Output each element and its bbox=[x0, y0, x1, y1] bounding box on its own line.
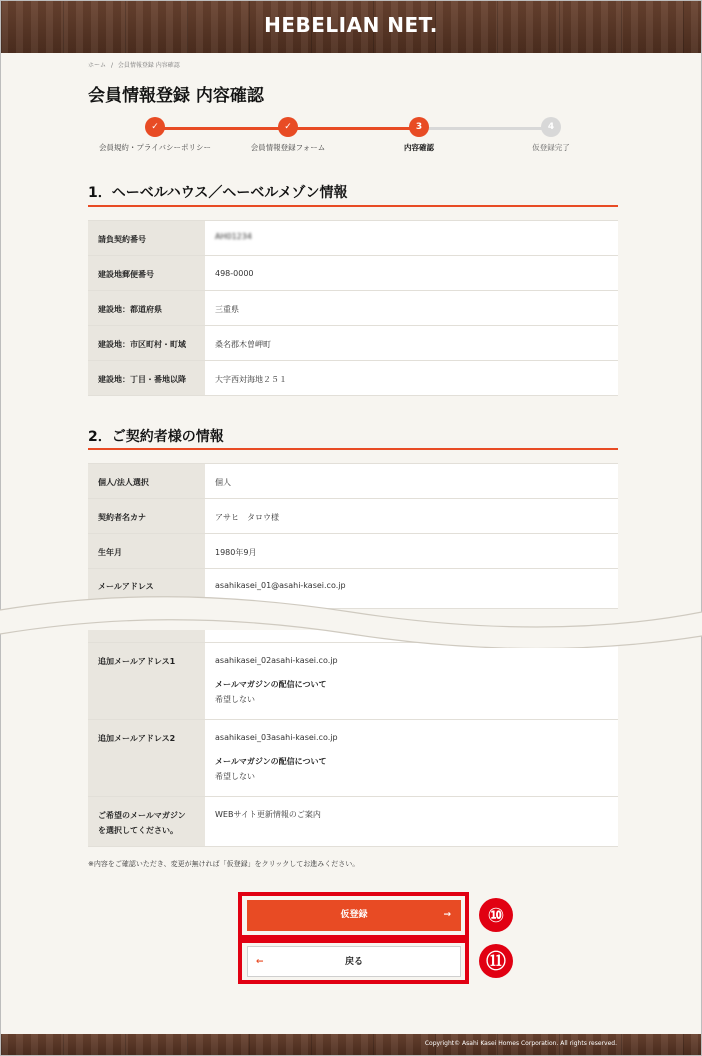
row-label: メールアドレス bbox=[88, 569, 205, 609]
page-break-wave bbox=[0, 596, 702, 648]
house-info-table bbox=[88, 220, 618, 396]
site-footer bbox=[1, 1034, 701, 1055]
submit-label: 仮登録 bbox=[340, 910, 368, 920]
row-value: アサヒ タロウ様 bbox=[205, 499, 618, 534]
newsletter-value: 希望しない bbox=[215, 694, 255, 704]
additional-email-2: asahikasei_03asahi-kasei.co.jp bbox=[215, 732, 338, 742]
section-title-house-info: 1．ヘーベルハウス／ヘーベルメゾン情報 bbox=[88, 185, 348, 201]
site-logo[interactable]: HEBELIAN NET. bbox=[264, 13, 438, 37]
page-title: 会員情報登録 内容確認 bbox=[88, 86, 264, 106]
annotation-number-10: ⑩ bbox=[479, 898, 513, 932]
newsletter-label: メールマガジンの配信について bbox=[215, 679, 327, 689]
magazine-label-line1: ご希望のメールマガジン bbox=[98, 810, 186, 820]
breadcrumb-home-link[interactable]: ホーム bbox=[88, 62, 107, 69]
row-value: 三重県 bbox=[205, 291, 618, 326]
row-label bbox=[88, 796, 205, 846]
row-label: 建設地：市区町村・町域 bbox=[88, 326, 205, 361]
step-4 bbox=[481, 117, 621, 153]
arrow-left-icon: ← bbox=[256, 957, 264, 967]
step-label: 内容確認 bbox=[404, 143, 434, 152]
row-value: WEBサイト更新情報のご案内 bbox=[205, 796, 618, 846]
step-3 bbox=[349, 117, 489, 153]
row-value: 大字西対海地２５１ bbox=[205, 361, 618, 396]
row-label: 契約者名カナ bbox=[88, 499, 205, 534]
section-divider bbox=[88, 205, 618, 207]
contractor-info-table-top bbox=[88, 463, 618, 609]
contractor-info-table-bottom bbox=[88, 630, 618, 847]
copyright-text: Copyright© Asahi Kasei Homes Corporation. All rights reserved. bbox=[424, 1040, 617, 1047]
arrow-right-icon: → bbox=[443, 910, 451, 920]
breadcrumb-current: 会員情報登録 内容確認 bbox=[117, 62, 180, 69]
row-value: 1980年9月 bbox=[205, 534, 618, 569]
breadcrumb bbox=[88, 60, 183, 69]
row-value-contract-number: AH01234 bbox=[205, 221, 618, 256]
step-1 bbox=[85, 117, 225, 153]
table-row bbox=[88, 291, 618, 326]
site-header bbox=[1, 1, 701, 53]
additional-email-1: asahikasei_02asahi-kasei.co.jp bbox=[215, 655, 338, 665]
row-value: asahikasei_01@asahi-kasei.co.jp bbox=[205, 569, 618, 609]
table-row bbox=[88, 719, 618, 796]
progress-steps bbox=[88, 117, 618, 157]
back-label: 戻る bbox=[344, 957, 363, 967]
row-value bbox=[205, 642, 618, 719]
newsletter-value: 希望しない bbox=[215, 771, 255, 781]
confirmation-note: ※内容をご確認いただき、変更が無ければ「仮登録」をクリックしてお進みください。 bbox=[88, 860, 360, 868]
row-value bbox=[205, 719, 618, 796]
table-row bbox=[88, 326, 618, 361]
annotation-number-11: ⑪ bbox=[479, 944, 513, 978]
newsletter-label: メールマガジンの配信について bbox=[215, 756, 327, 766]
table-row bbox=[88, 534, 618, 569]
magazine-label-line2: を選択してください。 bbox=[98, 825, 178, 835]
row-value: 498-0000 bbox=[205, 256, 618, 291]
table-row bbox=[88, 642, 618, 719]
step-label: 会員情報登録フォーム bbox=[250, 143, 326, 152]
step-label: 会員規約・プライバシーポリシー bbox=[98, 143, 212, 152]
row-label: 建設地：丁目・番地以降 bbox=[88, 361, 205, 396]
table-row bbox=[88, 499, 618, 534]
row-label: 追加メールアドレス1 bbox=[88, 642, 205, 719]
provisional-register-button[interactable] bbox=[247, 900, 461, 931]
step-2 bbox=[218, 117, 358, 153]
back-button[interactable] bbox=[247, 946, 461, 977]
table-row bbox=[88, 361, 618, 396]
breadcrumb-separator: / bbox=[110, 62, 113, 69]
table-row bbox=[88, 796, 618, 846]
table-row bbox=[88, 221, 618, 256]
row-value: 桑名郡木曽岬町 bbox=[205, 326, 618, 361]
check-icon: ✓ bbox=[145, 117, 165, 137]
step-label: 仮登録完了 bbox=[532, 143, 570, 152]
step-number: 3 bbox=[409, 117, 429, 137]
step-number: 4 bbox=[541, 117, 561, 137]
table-row bbox=[88, 464, 618, 499]
check-icon: ✓ bbox=[278, 117, 298, 137]
row-label: 個人/法人選択 bbox=[88, 464, 205, 499]
row-label: 建設地：都道府県 bbox=[88, 291, 205, 326]
section-divider bbox=[88, 448, 618, 450]
row-label: 建設地郵便番号 bbox=[88, 256, 205, 291]
row-label: 追加メールアドレス2 bbox=[88, 719, 205, 796]
row-value: 個人 bbox=[205, 464, 618, 499]
row-label: 請負契約番号 bbox=[88, 221, 205, 256]
section-title-contractor-info: 2．ご契約者様の情報 bbox=[88, 429, 224, 445]
table-row bbox=[88, 256, 618, 291]
row-label: 生年月 bbox=[88, 534, 205, 569]
